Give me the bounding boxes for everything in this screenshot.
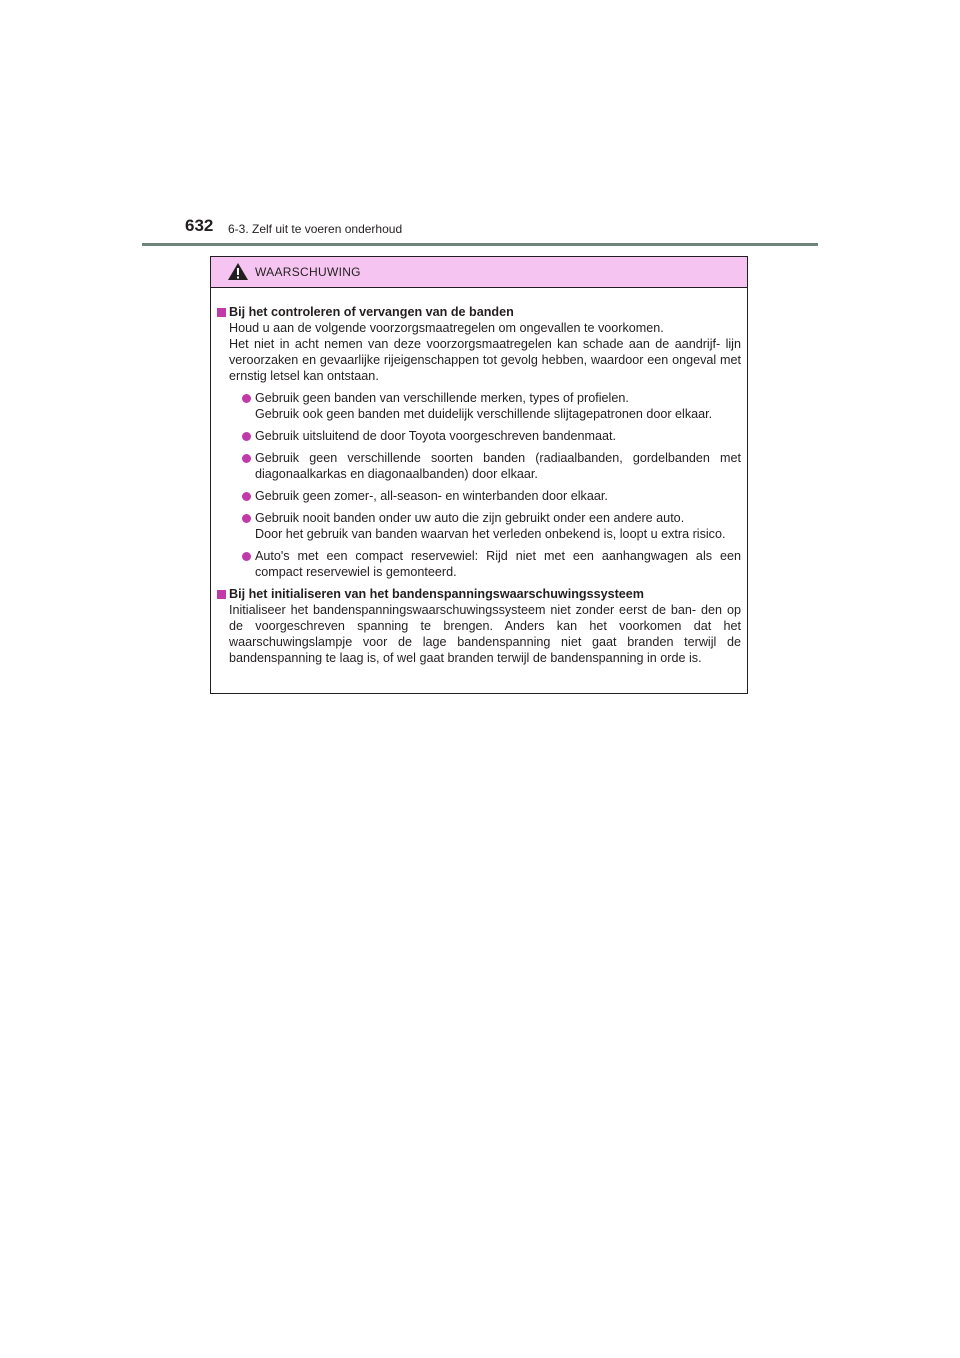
list-item [229, 390, 741, 422]
paragraph: Initialiseer het bandenspanningswaarschuwingssysteem niet zonder eerst de ban- den op de voorgeschreven spanning te brengen. Anders kan het voorkomen dat het waarschuwingslampje voor de lage bandenspanning niet gaat branden terwijl de bandenspanning te laag is, of wel gaat branden terwijl de bandenspanning in orde is. [229, 603, 741, 665]
header-rule [142, 243, 818, 246]
list-item [229, 450, 741, 482]
circle-bullet-icon [242, 454, 251, 463]
bullet-text: Gebruik geen verschillende soorten banden (radiaalbanden, gordelbanden met diagonaalkarkas en diagonaalbanden) door elkaar. [255, 451, 741, 481]
list-item [229, 428, 741, 444]
bullet-list [229, 390, 741, 580]
warning-topic [217, 304, 741, 580]
circle-bullet-icon [242, 492, 251, 501]
warning-title: WAARSCHUWING [255, 265, 361, 279]
circle-bullet-icon [242, 514, 251, 523]
bullet-text: Door het gebruik van banden waarvan het verleden onbekend is, loopt u extra risico. [255, 527, 726, 541]
square-bullet-icon [217, 590, 226, 599]
paragraph: Houd u aan de volgende voorzorgsmaatregelen om ongevallen te voorkomen. [229, 321, 664, 335]
warning-topic [217, 586, 741, 666]
circle-bullet-icon [242, 552, 251, 561]
page-number: 632 [185, 216, 214, 235]
topic-title: Bij het controleren of vervangen van de banden [229, 305, 514, 319]
list-item [229, 510, 741, 542]
bullet-text: Gebruik geen banden van verschillende merken, types of profielen. [255, 391, 629, 405]
list-item [229, 488, 741, 504]
warning-body [211, 288, 747, 666]
bullet-text: Gebruik uitsluitend de door Toyota voorgeschreven bandenmaat. [255, 429, 617, 443]
warning-box [210, 256, 748, 694]
circle-bullet-icon [242, 394, 251, 403]
section-title: 6-3. Zelf uit te voeren onderhoud [228, 222, 403, 236]
square-bullet-icon [217, 308, 226, 317]
warning-header [211, 257, 747, 288]
bullet-text: Gebruik nooit banden onder uw auto die zijn gebruikt onder een andere auto. [255, 511, 685, 525]
bullet-text: Gebruik ook geen banden met duidelijk verschillende slijtagepatronen door elkaar. [255, 407, 713, 421]
circle-bullet-icon [242, 432, 251, 441]
list-item [229, 548, 741, 580]
bullet-text: Auto's met een compact reservewiel: Rijd niet met een aanhangwagen als een compact reservewiel is gemonteerd. [255, 549, 741, 579]
warning-triangle-icon [227, 262, 249, 281]
topic-title: Bij het initialiseren van het bandenspanningswaarschuwingssysteem [229, 587, 645, 601]
paragraph: Het niet in acht nemen van deze voorzorgsmaatregelen kan schade aan de aandrijf- lijn veroorzaken en gevaarlijke rijeigenschappen tot gevolg hebben, waardoor een ongeval met ernstig letsel kan ontstaan. [229, 337, 741, 383]
bullet-text: Gebruik geen zomer-, all-season- en winterbanden door elkaar. [255, 489, 608, 503]
